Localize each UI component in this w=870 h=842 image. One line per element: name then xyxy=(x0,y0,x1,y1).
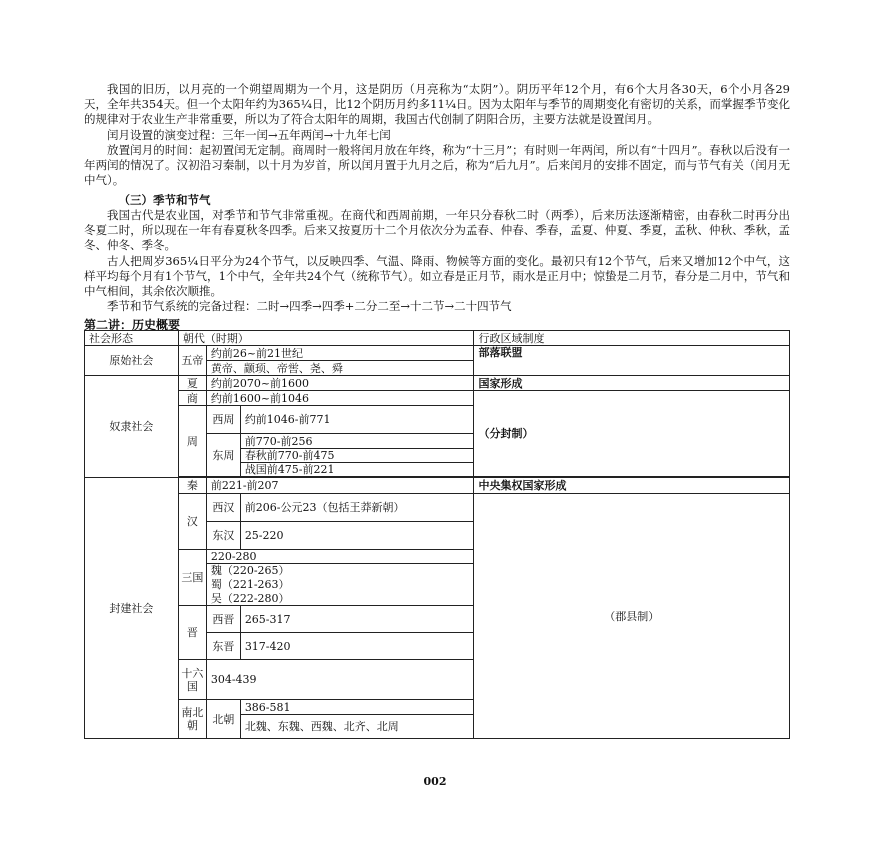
period-xia: 约前2070~前1600 xyxy=(206,376,474,391)
admin-centralized: 中央集权国家形成 xyxy=(474,478,790,494)
dynasty-zhou: 周 xyxy=(178,406,206,477)
dynasty-sixteen-kingdoms: 十六国 xyxy=(178,660,206,700)
north-dynasty-list: 北魏、东魏、西魏、北齐、北周 xyxy=(240,715,474,739)
dynasty-west-jin: 西晋 xyxy=(206,606,240,633)
intro-text-block xyxy=(84,82,790,188)
period-warring-states: 战国前475-前221 xyxy=(240,463,474,477)
admin-tribal: 部落联盟 xyxy=(474,346,790,376)
period-west-zhou: 约前1046-前771 xyxy=(240,406,474,434)
admin-commandery: （郡县制） xyxy=(474,494,790,739)
paragraph-system-evolution: 季节和节气系统的完备过程：二时→四季→四季+二分二至→十二节→二十四节气 xyxy=(107,299,512,314)
period-west-jin: 265-317 xyxy=(240,606,474,633)
dynasty-shang: 商 xyxy=(178,391,206,406)
dynasty-wudi: 五帝 xyxy=(178,346,206,376)
table-row xyxy=(85,376,790,391)
page-number: 002 xyxy=(423,775,447,788)
paragraph-leap-evolution: 闰月设置的演变过程：三年一闰→五年两闰→十九年七闰 xyxy=(107,127,391,142)
paragraph-seasons: 我国古代是农业国，对季节和节气非常重视。在商代和西周前期，一年只分春秋二时（两季），后来历法逐渐精密，由春秋二时再分出冬夏二时，所以现在一年有春夏秋冬四季。后来又按夏历十二个月依次分为孟春、仲春、季春，孟夏、仲夏、季夏，孟秋、仲秋、季秋，孟冬、仲冬、季冬。 xyxy=(84,208,790,253)
period-east-jin: 317-420 xyxy=(240,633,474,660)
header-dynasty: 朝代（时期） xyxy=(178,331,474,346)
names-wudi: 黄帝、颛顼、帝喾、尧、舜 xyxy=(206,361,474,376)
seasons-text-block xyxy=(84,208,790,314)
period-sixteen-kingdoms: 304-439 xyxy=(206,660,474,700)
dynasty-north: 北朝 xyxy=(206,700,240,739)
dynasty-three-kingdoms: 三国 xyxy=(178,550,206,606)
history-table xyxy=(84,330,790,739)
table-row xyxy=(85,478,790,494)
period-east-zhou: 前770-前256 xyxy=(240,434,474,449)
header-social-form: 社会形态 xyxy=(85,331,179,346)
social-form-slave: 奴隶社会 xyxy=(85,376,179,478)
dynasty-east-zhou: 东周 xyxy=(206,434,240,477)
dynasty-jin: 晋 xyxy=(178,606,206,660)
dynasty-xia: 夏 xyxy=(178,376,206,391)
dynasty-east-han: 东汉 xyxy=(206,522,240,550)
table-row xyxy=(85,494,790,522)
dynasty-west-han: 西汉 xyxy=(206,494,240,522)
social-form-primitive: 原始社会 xyxy=(85,346,179,376)
period-east-han: 25-220 xyxy=(240,522,474,550)
period-qin: 前221-前207 xyxy=(206,478,474,494)
period-spring-autumn: 春秋前770-前475 xyxy=(240,449,474,463)
paragraph-solar-terms: 古人把周岁365¼日平分为24个节气，以反映四季、气温、降雨、物候等方面的变化。最初只有12个节气，后来又增加12个中气，这样平均每个月有1个节气，1个中气，全年共24个气（统称节气）。如立春是正月节，雨水是正月中；惊蛰是二月节，春分是二月中，节气和中气相间，其余依次顺推。 xyxy=(84,253,790,299)
dynasty-nanbei: 南北朝 xyxy=(178,700,206,739)
period-wudi: 约前26~前21世纪 xyxy=(206,346,474,361)
dynasty-han: 汉 xyxy=(178,494,206,550)
admin-state-formed: 国家形成 xyxy=(474,376,790,391)
social-form-feudal: 封建社会 xyxy=(85,478,179,739)
header-admin: 行政区域制度 xyxy=(474,331,790,346)
kingdom-wu: 吴（222-280） xyxy=(206,592,474,606)
paragraph-lunar-calendar: 我国的旧历，以月亮的一个朔望周期为一个月，这是阴历（月亮称为“太阴”）。阴历平年12个月，有6个大月各30天，6个小月各29天，全年共354天。但一个太阳年约为365¼日，比12个阴历月约多11¼日。因为太阳年与季节的周期变化有密切的关系，而掌握季节变化的规律对于农业生产非常重要，所以为了符合太阳年的周期，我国古代创制了阴阳合历，主要方法就是设置闰月。 xyxy=(84,82,790,127)
paragraph-leap-placement: 放置闰月的时间：起初置闰无定制。商周时一般将闰月放在年终，称为“十三月”；有时则一年两闰，所以有“十四月”。春秋以后没有一年两闰的情况了。汉初沿习秦制，以十月为岁首，所以闰月置于九月之后，称为“后九月”。后来闰月的安排不固定，而与节气有关（闰月无中气）。 xyxy=(84,142,790,188)
period-three-kingdoms: 220-280 xyxy=(206,550,474,564)
period-north: 386-581 xyxy=(240,700,474,715)
dynasty-qin: 秦 xyxy=(178,478,206,494)
dynasty-west-zhou: 西周 xyxy=(206,406,240,434)
dynasty-east-jin: 东晋 xyxy=(206,633,240,660)
admin-fief: （分封制） xyxy=(474,391,790,477)
table-row xyxy=(85,391,790,406)
period-shang: 约前1600~前1046 xyxy=(206,391,474,406)
lecture-title: 第二讲：历史概要 xyxy=(84,318,181,332)
period-west-han: 前206-公元23（包括王莽新朝） xyxy=(240,494,474,522)
kingdom-shu: 蜀（221-263） xyxy=(206,578,474,592)
section-heading: （三）季节和节气 xyxy=(118,193,211,207)
kingdom-wei: 魏（220-265） xyxy=(206,564,474,578)
table-row xyxy=(85,346,790,361)
table-header-row xyxy=(85,331,790,346)
